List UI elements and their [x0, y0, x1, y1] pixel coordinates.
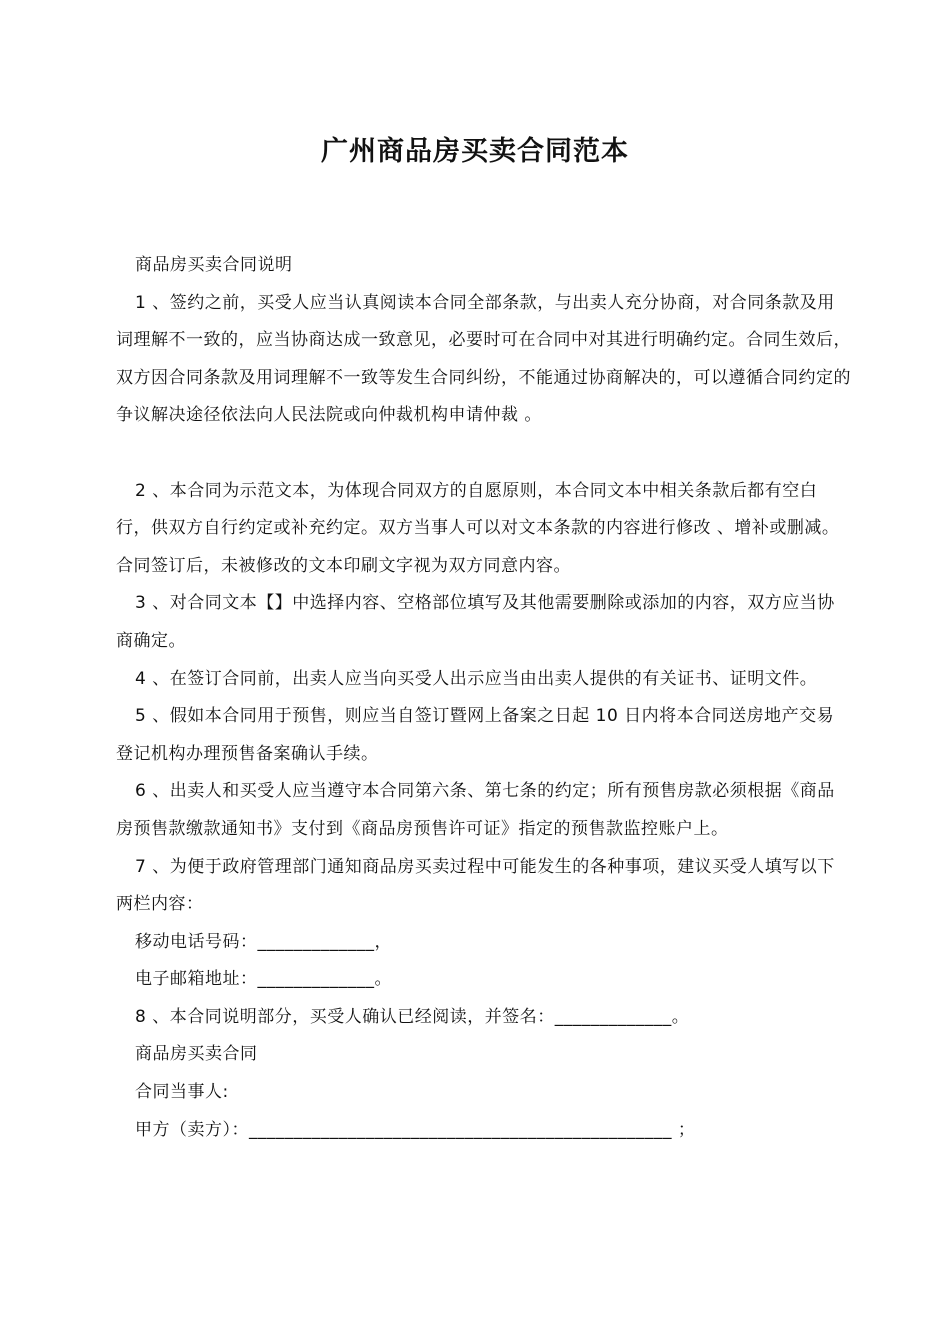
contract-heading: 商品房买卖合同	[135, 1044, 258, 1065]
clause-2: 2 、本合同为示范文本，为体现合同双方的自愿原则，本合同文本中相关条款后都有空白行，供双方自行约定或补充约定。双方当事人可以对文本条款的内容进行修改 、增补或删减。合同签订后，未被修改的文本印刷文字视为双方同意内容。	[116, 480, 840, 576]
document-title: 广州商品房买卖合同范本	[321, 136, 629, 167]
mobile-phone-field: 移动电话号码：_____________，	[135, 931, 392, 952]
blank-line	[116, 435, 851, 473]
clause-5: 5 、假如本合同用于预售，则应当自签订暨网上备案之日起 10 日内将本合同送房地产交易登记机构办理预售备案确认手续。	[116, 706, 835, 764]
section-heading: 商品房买卖合同说明	[135, 255, 293, 275]
party-a-field: 甲方（卖方）：_______________________________________________ ；	[135, 1119, 696, 1140]
clause-1: 1 、签约之前，买受人应当认真阅读本合同全部条款，与出卖人充分协商，对合同条款及用词理解不一致的，应当协商达成一致意见，必要时可在合同中对其进行明确约定。合同生效后，双方因合同条款及用词理解不一致等发生合同纠纷，不能通过协商解决的，可以遵循合同约定的争议解决途径依法向人民法院或向仲裁机构申请仲裁 。	[116, 292, 851, 426]
clause-7: 7 、为便于政府管理部门通知商品房买卖过程中可能发生的各种事项，建议买受人填写以下两栏内容：	[116, 856, 835, 915]
clause-4: 4 、在签订合同前，出卖人应当向买受人出示应当由出卖人提供的有关证书、证明文件。	[135, 668, 818, 689]
clause-8: 8 、本合同说明部分，买受人确认已经阅读，并签名：_____________。	[135, 1006, 690, 1027]
clause-3: 3 、对合同文本【】中选择内容、空格部位填写及其他需要删除或添加的内容，双方应当协商确定。	[116, 593, 835, 651]
clause-6: 6 、出卖人和买受人应当遵守本合同第六条、第七条的约定；所有预售房款必须根据《商品房预售款缴款通知书》支付到《商品房预售许可证》指定的预售款监控账户上。	[116, 781, 835, 839]
parties-label: 合同当事人:	[135, 1082, 229, 1103]
document-body	[116, 247, 851, 1149]
email-field: 电子邮箱地址：_____________。	[135, 969, 392, 990]
